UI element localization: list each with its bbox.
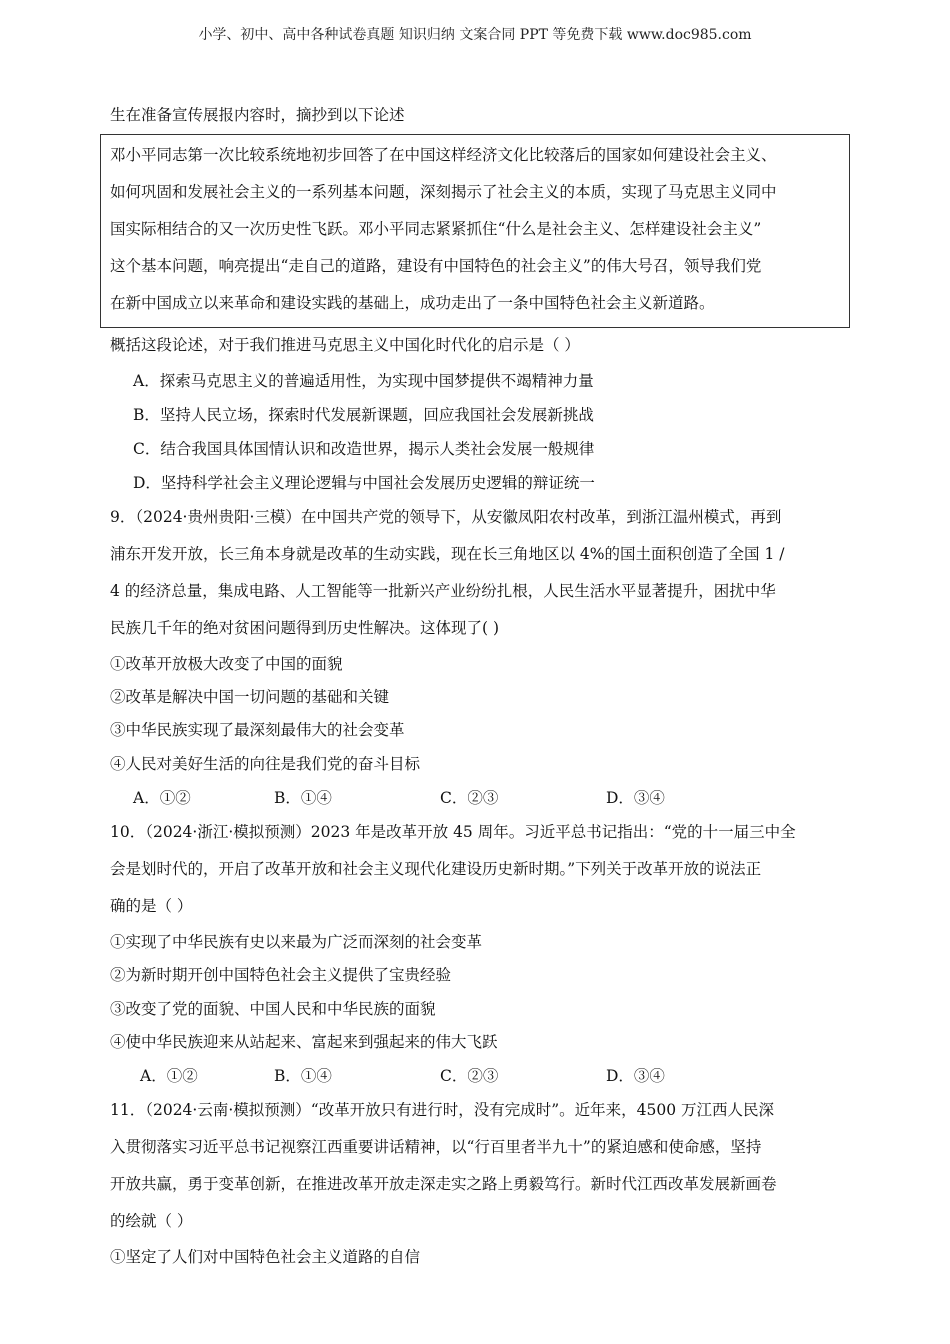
q9-option-b: B．①④ [274, 789, 332, 807]
q10-stem-line: 10．（2024·浙江·模拟预测）2023 年是改革开放 45 周年。习近平总书记指出：“党的十一届三中全 [110, 823, 796, 841]
q8-quote-line: 这个基本问题，响亮提出“走自己的道路，建设有中国特色的社会主义”的伟大号召，领导我们党 [110, 257, 762, 275]
q9-item: ①改革开放极大改变了中国的面貌 [110, 655, 343, 673]
q9-stem-line: 民族几千年的绝对贫困问题得到历史性解决。这体现了( ) [110, 619, 500, 637]
q10-option-c: C．②③ [440, 1067, 499, 1085]
q9-item: ④人民对美好生活的向往是我们党的奋斗目标 [110, 755, 421, 773]
q10-option-b: B．①④ [274, 1067, 332, 1085]
q10-item: ②为新时期开创中国特色社会主义提供了宝贵经验 [110, 966, 452, 984]
q8-quote-line: 如何巩固和发展社会主义的一系列基本问题，深刻揭示了社会主义的本质，实现了马克思主义同中 [110, 183, 777, 201]
q8-option-a: A．探索马克思主义的普遍适用性，为实现中国梦提供不竭精神力量 [133, 372, 594, 390]
q8-quote-line: 在新中国成立以来革命和建设实践的基础上，成功走出了一条中国特色社会主义新道路。 [110, 294, 715, 312]
q8-quote-box [100, 134, 850, 328]
q9-stem-line: 4 的经济总量，集成电路、人工智能等一批新兴产业纷纷扎根，人民生活水平显著提升，困扰中华 [110, 582, 776, 600]
q9-stem-line: 9．（2024·贵州贵阳·三模）在中国共产党的领导下，从安徽凤阳农村改革，到浙江温州模式，再到 [110, 508, 782, 526]
q10-stem-line: 确的是（ ） [110, 897, 193, 915]
q11-stem-line: 11．（2024·云南·模拟预测）“改革开放只有进行时，没有完成时”。近年来，4500 万江西人民深 [110, 1101, 774, 1119]
q9-option-a: A．①② [133, 789, 191, 807]
q8-quote-line: 国实际相结合的又一次历史性飞跃。邓小平同志紧紧抓住“什么是社会主义、怎样建设社会主义” [110, 220, 762, 238]
q10-option-d: D．③④ [606, 1067, 665, 1085]
q8-stem: 概括这段论述，对于我们推进马克思主义中国化时代化的启示是（ ） [110, 336, 580, 354]
q11-stem-line: 的绘就（ ） [110, 1212, 193, 1230]
q10-item: ④使中华民族迎来从站起来、富起来到强起来的伟大飞跃 [110, 1033, 498, 1051]
q11-stem-line: 开放共赢，勇于变革创新，在推进改革开放走深走实之路上勇毅笃行。新时代江西改革发展新画卷 [110, 1175, 777, 1193]
q9-stem-line: 浦东开发开放，长三角本身就是改革的生动实践，现在长三角地区以 4%的国土面积创造了全国 1 / [110, 545, 785, 563]
q10-stem-line: 会是划时代的，开启了改革开放和社会主义现代化建设历史新时期。”下列关于改革开放的说法正 [110, 860, 762, 878]
q9-item: ②改革是解决中国一切问题的基础和关键 [110, 688, 390, 706]
q8-option-d: D．坚持科学社会主义理论逻辑与中国社会发展历史逻辑的辩证统一 [133, 474, 595, 492]
q10-option-a: A．①② [140, 1067, 198, 1085]
page-header: 小学、初中、高中各种试卷真题 知识归纳 文案合同 PPT 等免费下载 www.doc985.com [198, 27, 752, 43]
q8-quote-line: 邓小平同志第一次比较系统地初步回答了在中国这样经济文化比较落后的国家如何建设社会主义、 [110, 146, 777, 164]
q8-option-b: B．坚持人民立场，探索时代发展新课题，回应我国社会发展新挑战 [133, 406, 594, 424]
q11-stem-line: 入贯彻落实习近平总书记视察江西重要讲话精神，以“行百里者半九十”的紧迫感和使命感，坚持 [110, 1138, 762, 1156]
q11-item: ①坚定了人们对中国特色社会主义道路的自信 [110, 1248, 421, 1266]
q10-item: ①实现了中华民族有史以来最为广泛而深刻的社会变革 [110, 933, 483, 951]
q8-intro: 生在准备宣传展报内容时，摘抄到以下论述 [110, 106, 405, 124]
q9-item: ③中华民族实现了最深刻最伟大的社会变革 [110, 721, 405, 739]
q10-item: ③改变了党的面貌、中国人民和中华民族的面貌 [110, 1000, 436, 1018]
q9-option-d: D．③④ [606, 789, 665, 807]
q8-option-c: C．结合我国具体国情认识和改造世界，揭示人类社会发展一般规律 [133, 440, 595, 458]
q9-option-c: C．②③ [440, 789, 499, 807]
